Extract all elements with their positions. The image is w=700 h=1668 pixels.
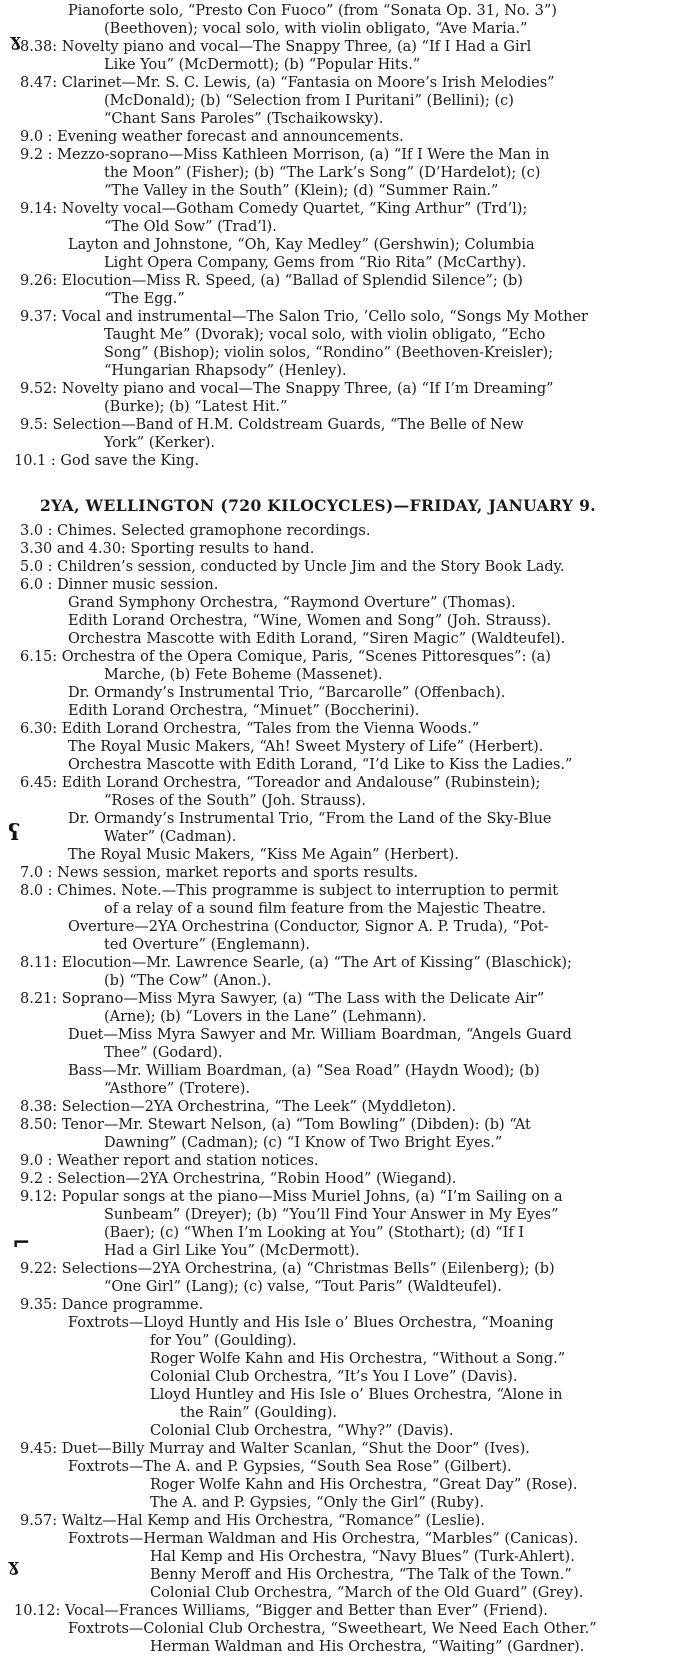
program-line: 9.22: Selections—2YA Orchestrina, (a) “Christmas Bells” (Eilenberg); (b) <box>20 1261 555 1277</box>
program-line: Grand Symphony Orchestra, “Raymond Overture” (Thomas). <box>68 595 516 611</box>
program-line: “Asthore” (Trotere). <box>104 1081 251 1097</box>
ink-mark: ʕ <box>8 820 21 846</box>
program-line: Taught Me” (Dvorak); vocal solo, with violin obligato, “Echo <box>104 327 546 343</box>
program-line: The A. and P. Gypsies, “Only the Girl” (Ruby). <box>150 1495 485 1511</box>
station-heading: 2YA, WELLINGTON (720 KILOCYCLES)—FRIDAY, JANUARY 9. <box>40 496 597 515</box>
program-line: for You” (Goulding). <box>150 1333 297 1349</box>
program-line: Edith Lorand Orchestra, “Minuet” (Boccherini). <box>68 703 420 719</box>
program-line: “The Egg.” <box>104 291 185 307</box>
program-line: (b) “The Cow” (Anon.). <box>104 973 272 989</box>
program-line: Colonial Club Orchestra, “March of the Old Guard” (Grey). <box>150 1585 584 1601</box>
program-line: “Roses of the South” (Joh. Strauss). <box>104 793 366 809</box>
program-line: 6.45: Edith Lorand Orchestra, “Toreador and Andalouse” (Rubinstein); <box>20 775 541 791</box>
program-line: 6.15: Orchestra of the Opera Comique, Paris, “Scenes Pittoresques”: (a) <box>20 649 551 665</box>
program-line: Sunbeam” (Dreyer); (b) “You’ll Find Your Answer in My Eyes” <box>104 1207 559 1223</box>
program-line: Herman Waldman and His Orchestra, “Waiting” (Gardner). <box>150 1639 585 1655</box>
program-line: Bass—Mr. William Boardman, (a) “Sea Road” (Haydn Wood); (b) <box>68 1063 540 1079</box>
program-line: 9.5: Selection—Band of H.M. Coldstream Guards, “The Belle of New <box>20 417 524 433</box>
program-line: York” (Kerker). <box>104 435 215 451</box>
program-line: Colonial Club Orchestra, “Why?” (Davis). <box>150 1423 454 1439</box>
program-line: 9.2 : Selection—2YA Orchestrina, “Robin Hood” (Wiegand). <box>20 1171 457 1187</box>
ink-mark: ⌐ <box>12 1230 31 1256</box>
program-line: Benny Meroff and His Orchestra, “The Talk of the Town.” <box>150 1567 572 1583</box>
program-line: Marche, (b) Fete Boheme (Massenet). <box>104 667 383 683</box>
program-line: (Burke); (b) “Latest Hit.” <box>104 399 288 415</box>
program-line: 8.21: Soprano—Miss Myra Sawyer, (a) “The Lass with the Delicate Air” <box>20 991 545 1007</box>
program-line: Foxtrots—The A. and P. Gypsies, “South Sea Rose” (Gilbert). <box>68 1459 512 1475</box>
program-line: 3.0 : Chimes. Selected gramophone recordings. <box>20 523 371 539</box>
program-line: 9.2 : Mezzo-soprano—Miss Kathleen Morrison, (a) “If I Were the Man in <box>20 147 550 163</box>
ink-mark: ɣ <box>10 30 21 51</box>
program-line: 9.57: Waltz—Hal Kemp and His Orchestra, “Romance” (Leslie). <box>20 1513 485 1529</box>
program-line: 8.47: Clarinet—Mr. S. C. Lewis, (a) “Fantasia on Moore’s Irish Melodies” <box>20 75 555 91</box>
program-line: Layton and Johnstone, “Oh, Kay Medley” (Gershwin); Columbia <box>68 237 535 253</box>
program-line: Roger Wolfe Kahn and His Orchestra, “Without a Song.” <box>150 1351 566 1367</box>
program-line: 8.50: Tenor—Mr. Stewart Nelson, (a) “Tom Bowling” (Dibden): (b) “At <box>20 1117 531 1133</box>
program-line: Dr. Ormandy’s Instrumental Trio, “From the Land of the Sky-Blue <box>68 811 552 827</box>
program-line: “One Girl” (Lang); (c) valse, “Tout Paris” (Waldteufel). <box>104 1279 502 1295</box>
program-line: Foxtrots—Colonial Club Orchestra, “Sweetheart, We Need Each Other.” <box>68 1621 597 1637</box>
program-line: Had a Girl Like You” (McDermott). <box>104 1243 360 1259</box>
program-line: Foxtrots—Herman Waldman and His Orchestra, “Marbles” (Canicas). <box>68 1531 579 1547</box>
program-line: 3.30 and 4.30: Sporting results to hand. <box>20 541 315 557</box>
program-line: (Baer); (c) “When I’m Looking at You” (Stothart); (d) “If I <box>104 1225 525 1241</box>
program-line: 8.0 : Chimes. Note.—This programme is subject to interruption to permit <box>20 883 559 899</box>
program-line: 10.1 : God save the King. <box>14 453 200 469</box>
program-line: 9.52: Novelty piano and vocal—The Snappy Three, (a) “If I’m Dreaming” <box>20 381 554 397</box>
program-line: the Moon” (Fisher); (b) “The Lark’s Song” (D’Hardelot); (c) <box>104 165 541 181</box>
program-line: Hal Kemp and His Orchestra, “Navy Blues” (Turk-Ahlert). <box>150 1549 575 1565</box>
program-line: ted Overture” (Englemann). <box>104 937 311 953</box>
program-line: (Beethoven); vocal solo, with violin obligato, “Ave Maria.” <box>104 21 528 37</box>
program-line: 9.14: Novelty vocal—Gotham Comedy Quartet, “King Arthur” (Trd’l); <box>20 201 528 217</box>
program-line: Dawning” (Cadman); (c) “I Know of Two Bright Eyes.” <box>104 1135 503 1151</box>
program-line: “Hungarian Rhapsody” (Henley). <box>104 363 347 379</box>
program-line: 7.0 : News session, market reports and sports results. <box>20 865 419 881</box>
program-line: (Arne); (b) “Lovers in the Lane” (Lehmann). <box>104 1009 427 1025</box>
program-line: 6.0 : Dinner music session. <box>20 577 219 593</box>
program-line: 8.38: Novelty piano and vocal—The Snappy Three, (a) “If I Had a Girl <box>20 39 532 55</box>
ink-mark: ɣ <box>8 1555 19 1576</box>
program-line: Like You” (McDermott); (b) “Popular Hits.” <box>104 57 421 73</box>
program-line: 9.0 : Weather report and station notices. <box>20 1153 319 1169</box>
program-line: Foxtrots—Lloyd Huntly and His Isle o’ Blues Orchestra, “Moaning <box>68 1315 554 1331</box>
program-line: Dr. Ormandy’s Instrumental Trio, “Barcarolle” (Offenbach). <box>68 685 506 701</box>
program-line: Colonial Club Orchestra, “It’s You I Love” (Davis). <box>150 1369 518 1385</box>
program-line: 9.12: Popular songs at the piano—Miss Muriel Johns, (a) “I’m Sailing on a <box>20 1189 563 1205</box>
program-line: 8.11: Elocution—Mr. Lawrence Searle, (a) “The Art of Kissing” (Blaschick); <box>20 955 572 971</box>
program-line: “The Old Sow” (Trad’l). <box>104 219 277 235</box>
program-line: Orchestra Mascotte with Edith Lorand, “Siren Magic” (Waldteufel). <box>68 631 566 647</box>
program-line: “Chant Sans Paroles” (Tschaikowsky). <box>104 111 384 127</box>
program-line: 5.0 : Children’s session, conducted by Uncle Jim and the Story Book Lady. <box>20 559 565 575</box>
program-line: Edith Lorand Orchestra, “Wine, Women and Song” (Joh. Strauss). <box>68 613 552 629</box>
program-line: (McDonald); (b) “Selection from I Puritani” (Bellini); (c) <box>104 93 514 109</box>
program-line: 9.35: Dance programme. <box>20 1297 204 1313</box>
program-line: Duet—Miss Myra Sawyer and Mr. William Boardman, “Angels Guard <box>68 1027 572 1043</box>
program-line: The Royal Music Makers, “Kiss Me Again” (Herbert). <box>68 847 459 863</box>
program-line: Water” (Cadman). <box>104 829 237 845</box>
program-line: The Royal Music Makers, “Ah! Sweet Mystery of Life” (Herbert). <box>68 739 544 755</box>
program-line: Roger Wolfe Kahn and His Orchestra, “Great Day” (Rose). <box>150 1477 578 1493</box>
program-line: 6.30: Edith Lorand Orchestra, “Tales from the Vienna Woods.” <box>20 721 480 737</box>
program-line: Song” (Bishop); violin solos, “Rondino” (Beethoven-Kreisler); <box>104 345 554 361</box>
program-line: the Rain” (Goulding). <box>180 1405 338 1421</box>
program-line: 9.45: Duet—Billy Murray and Walter Scanlan, “Shut the Door” (Ives). <box>20 1441 530 1457</box>
program-line: 9.37: Vocal and instrumental—The Salon Trio, ’Cello solo, “Songs My Mother <box>20 309 588 325</box>
program-line: 8.38: Selection—2YA Orchestrina, “The Leek” (Myddleton). <box>20 1099 457 1115</box>
program-line: “The Valley in the South” (Klein); (d) “Summer Rain.” <box>104 183 499 199</box>
program-line: Light Opera Company, Gems from “Rio Rita” (McCarthy). <box>104 255 527 271</box>
program-line: Thee” (Godard). <box>104 1045 223 1061</box>
program-line: 10.12: Vocal—Frances Williams, “Bigger and Better than Ever” (Friend). <box>14 1603 548 1619</box>
program-line: Lloyd Huntley and His Isle o’ Blues Orchestra, “Alone in <box>150 1387 563 1403</box>
program-line: 9.0 : Evening weather forecast and announcements. <box>20 129 404 145</box>
program-line: Overture—2YA Orchestrina (Conductor, Signor A. P. Truda), “Pot- <box>68 919 549 935</box>
program-line: 9.26: Elocution—Miss R. Speed, (a) “Ballad of Splendid Silence”; (b) <box>20 273 523 289</box>
program-line: of a relay of a sound film feature from the Majestic Theatre. <box>104 901 546 917</box>
program-line: Pianoforte solo, “Presto Con Fuoco” (from “Sonata Op. 31, No. 3”) <box>68 3 557 19</box>
program-line: Orchestra Mascotte with Edith Lorand, “I’d Like to Kiss the Ladies.” <box>68 757 573 773</box>
